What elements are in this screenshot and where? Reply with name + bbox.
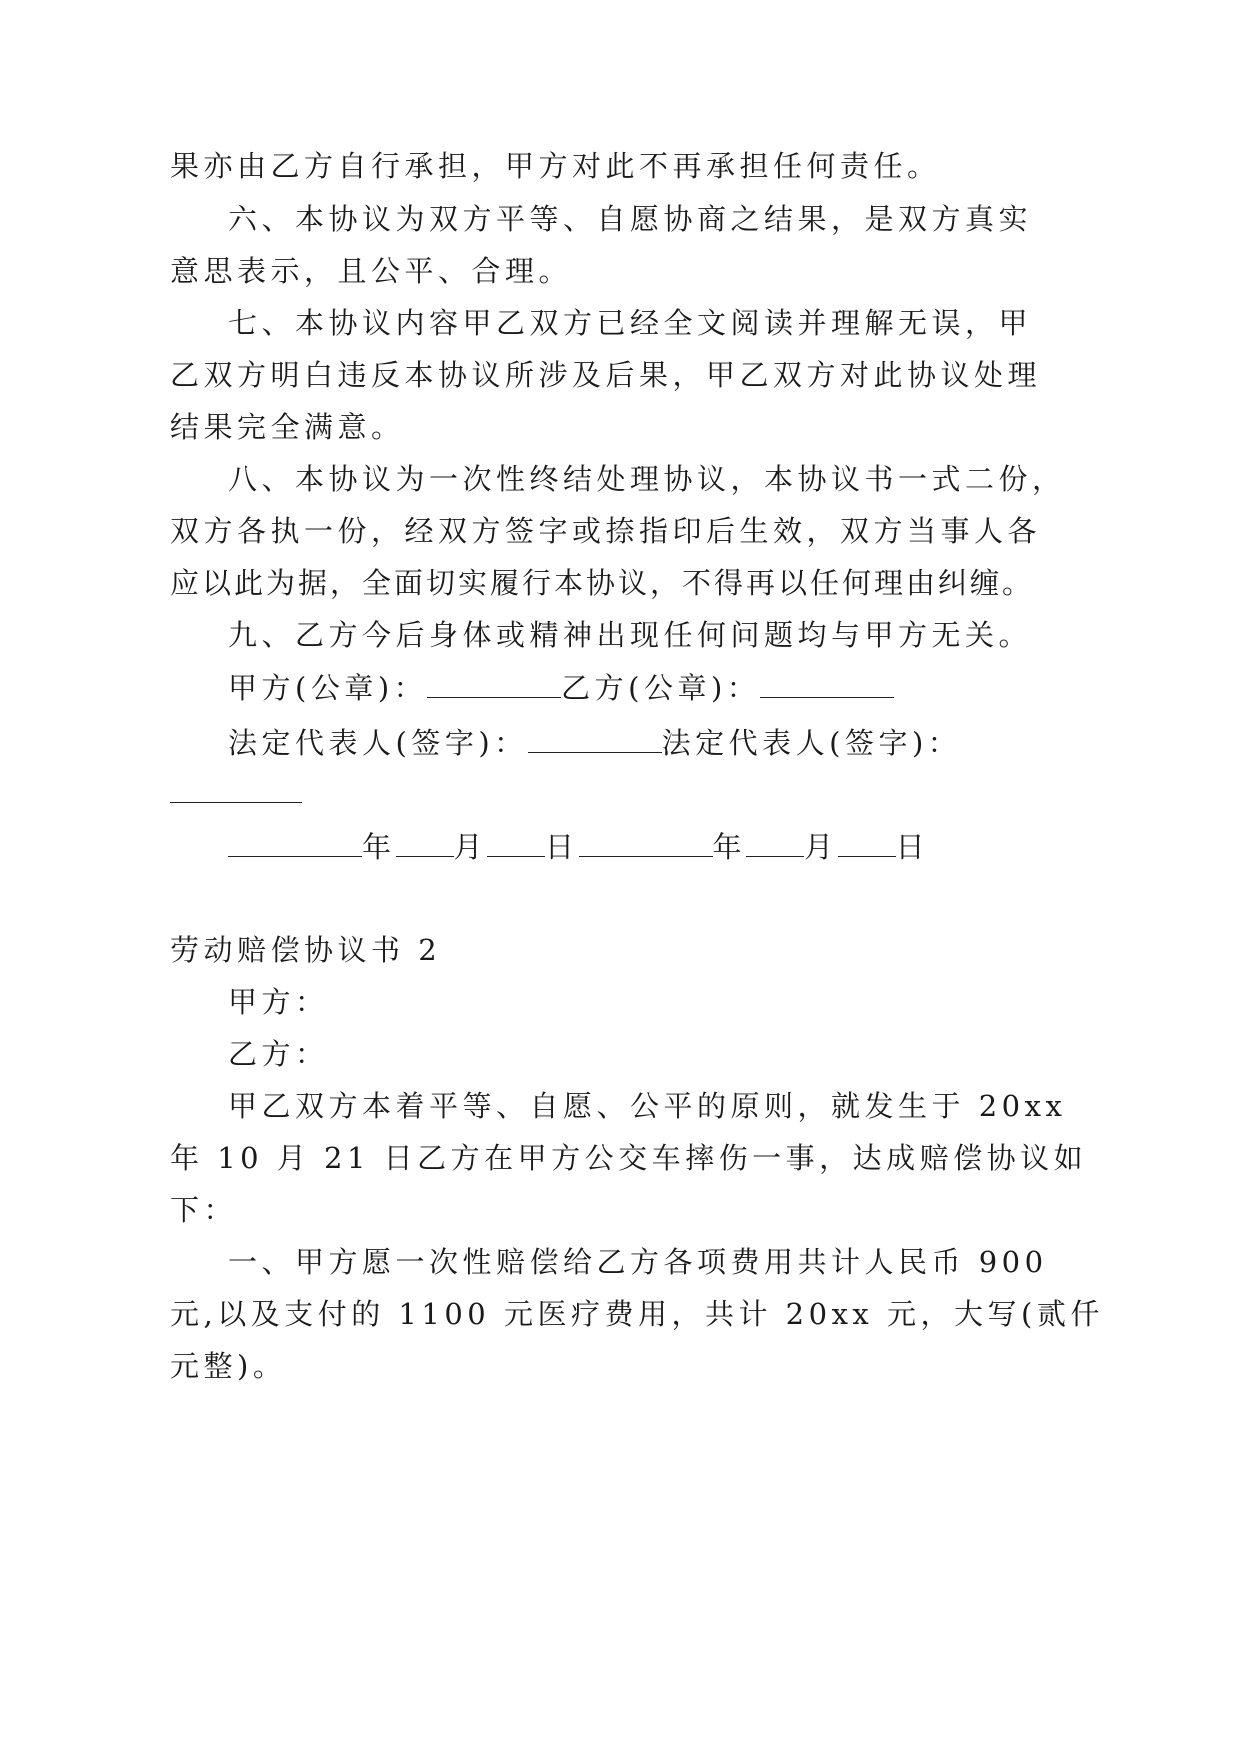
party-a-seal-blank	[427, 667, 561, 698]
party-b-label: 乙方：	[228, 1037, 329, 1071]
legal-rep-b-blank	[170, 802, 302, 803]
year-a-blank	[228, 826, 362, 857]
paragraph-line: 结果完全满意。	[170, 410, 405, 444]
month-a-label: 月	[453, 830, 488, 864]
legal-rep-a-label: 法定代表人(签字)：	[228, 726, 528, 760]
paragraph-line: 年 10 月 21 日乙方在甲方公交车摔伤一事，达成赔偿协议如	[170, 1141, 1088, 1175]
legal-rep-line	[228, 722, 961, 762]
paragraph-line: 八、本协议为一次性终结处理协议，本协议书一式二份，	[228, 462, 1066, 496]
day-b-label: 日	[895, 830, 930, 864]
paragraph-line: 双方各执一份，经双方签字或捺指印后生效，双方当事人各	[170, 514, 1042, 548]
paragraph-line: 元,以及支付的 1100 元医疗费用，共计 20xx 元，大写(贰仟	[170, 1297, 1104, 1331]
day-a-blank	[487, 826, 545, 857]
month-b-label: 月	[804, 830, 838, 864]
year-b-label: 年	[712, 830, 747, 864]
party-b-seal-blank	[760, 667, 894, 698]
year-b-blank	[579, 826, 713, 857]
date-line	[228, 826, 929, 866]
paragraph-line: 果亦由乙方自行承担，甲方对此不再承担任何责任。	[170, 149, 941, 183]
legal-rep-b-label: 法定代表人(签字)：	[661, 726, 962, 760]
party-a-seal-label: 甲方(公章)：	[228, 671, 428, 705]
section-title: 劳动赔偿协议书 2	[170, 933, 442, 967]
paragraph-line: 甲乙双方本着平等、自愿、公平的原则，就发生于 20xx	[228, 1089, 1067, 1123]
paragraph-line: 七、本协议内容甲乙双方已经全文阅读并理解无误，甲	[228, 306, 1033, 340]
paragraph-line: 元整)。	[170, 1349, 287, 1383]
party-a-label: 甲方：	[228, 985, 329, 1019]
year-a-label: 年	[362, 830, 396, 864]
paragraph-line: 应以此为据，全面切实履行本协议，不得再以任何理由纠缠。	[170, 566, 1035, 600]
paragraph-line: 九、乙方今后身体或精神出现任何问题均与甲方无关。	[228, 618, 1033, 652]
paragraph-line: 意思表示，且公平、合理。	[170, 254, 573, 288]
party-b-seal-label: 乙方(公章)：	[561, 671, 761, 705]
paragraph-line: 下：	[170, 1193, 238, 1227]
paragraph-line: 乙双方明白违反本协议所涉及后果，甲乙双方对此协议处理	[170, 358, 1042, 392]
day-a-label: 日	[545, 830, 579, 864]
day-b-blank	[838, 826, 896, 857]
paragraph-line: 一、甲方愿一次性赔偿给乙方各项费用共计人民币 900	[228, 1245, 1048, 1279]
month-a-blank	[396, 826, 454, 857]
legal-rep-a-blank	[528, 722, 662, 753]
paragraph-line: 六、本协议为双方平等、自愿协商之结果，是双方真实	[228, 202, 1033, 236]
seal-line	[228, 667, 894, 707]
month-b-blank	[746, 826, 804, 857]
